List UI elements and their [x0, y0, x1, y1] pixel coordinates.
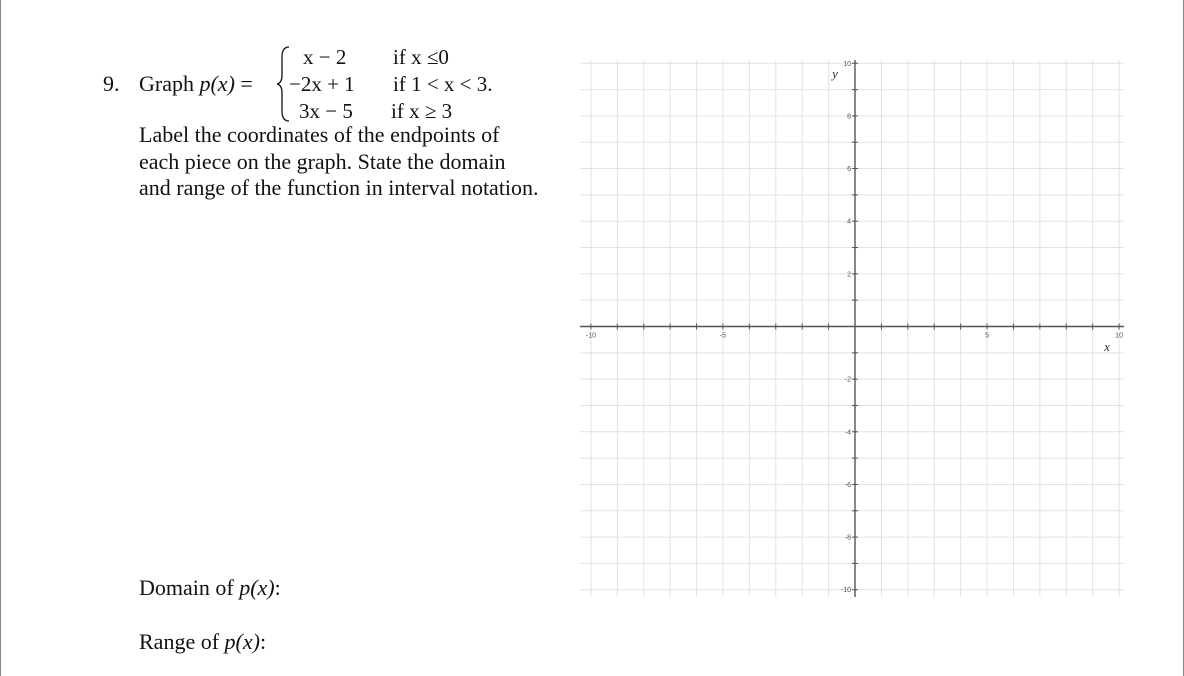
range-colon: :: [259, 629, 267, 654]
x-axis-label: x: [1104, 339, 1110, 354]
y-tick-label: 2: [847, 271, 851, 279]
y-tick-label: -2: [844, 376, 851, 384]
x-tick-label: -10: [585, 332, 596, 340]
domain-function: p(x): [239, 575, 275, 600]
x-tick-label: -5: [719, 332, 727, 340]
y-axis-label: y: [832, 66, 838, 81]
case-condition: if 1 < x < 3.: [393, 72, 493, 96]
instructions-text: Label the coordinates of the endpoints of each piece on the graph. State the domain and range of the function in interval notation.: [139, 122, 539, 201]
y-tick-label: -6: [844, 481, 851, 489]
case-expression: x − 2: [303, 45, 347, 69]
domain-label: Domain of: [139, 575, 234, 600]
function-name: p(x): [199, 71, 235, 96]
domain-colon: :: [274, 575, 281, 600]
equals-sign: =: [240, 71, 253, 96]
y-tick-label: 6: [847, 166, 851, 174]
case-condition: if x ≥ 3: [391, 99, 453, 123]
x-tick-label: 10: [1115, 332, 1123, 340]
x-tick-label: 5: [985, 332, 989, 340]
axes: [580, 60, 1124, 597]
case-condition: if x ≤0: [393, 45, 449, 69]
y-tick-label: -10: [840, 587, 851, 595]
question-number: 9.: [103, 71, 120, 96]
graph-word: Graph: [139, 71, 194, 96]
y-tick-label: 10: [843, 60, 851, 68]
case-expression: 3x − 5: [299, 99, 353, 123]
y-tick-label: -4: [844, 429, 851, 437]
range-label: Range of: [139, 629, 220, 654]
y-tick-label: 8: [847, 113, 851, 121]
case-expression: −2x + 1: [289, 72, 355, 96]
grid-lines: [580, 60, 1124, 597]
range-function: p(x): [224, 629, 260, 654]
y-tick-label: -8: [844, 534, 851, 542]
y-tick-label: 4: [847, 218, 851, 226]
